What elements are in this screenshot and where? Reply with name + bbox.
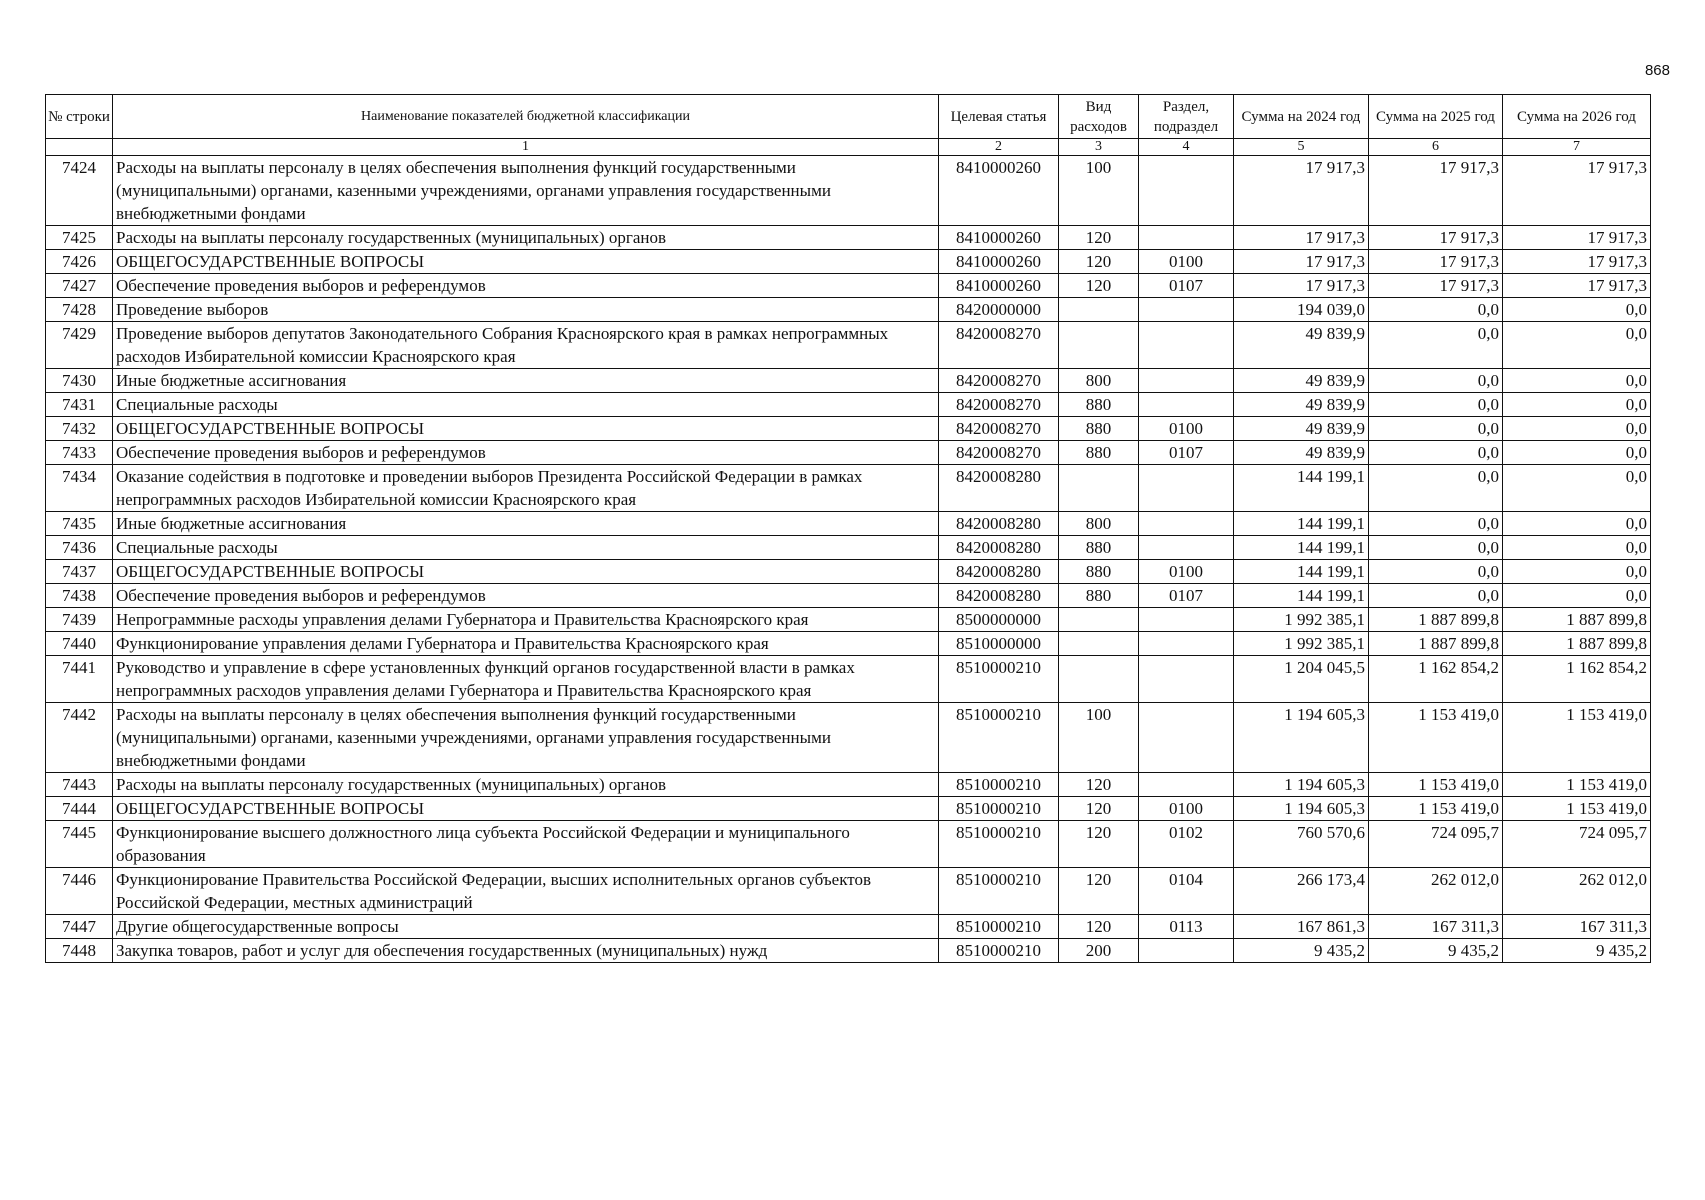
row-sum-2025: 167 311,3 (1369, 915, 1503, 939)
row-sum-2026: 1 153 419,0 (1503, 773, 1651, 797)
row-number: 7443 (46, 773, 113, 797)
row-target-code: 8410000260 (939, 226, 1059, 250)
row-section (1139, 703, 1234, 773)
row-number: 7426 (46, 250, 113, 274)
row-section: 0104 (1139, 868, 1234, 915)
row-sum-2025: 0,0 (1369, 322, 1503, 369)
row-name: Обеспечение проведения выборов и референдумов (113, 584, 939, 608)
row-expense-type (1059, 322, 1139, 369)
row-sum-2024: 49 839,9 (1234, 441, 1369, 465)
row-number: 7433 (46, 441, 113, 465)
row-expense-type: 120 (1059, 274, 1139, 298)
column-number: 3 (1059, 139, 1139, 156)
row-sum-2026: 167 311,3 (1503, 915, 1651, 939)
row-sum-2024: 266 173,4 (1234, 868, 1369, 915)
table-row (46, 156, 1651, 226)
table-row (46, 773, 1651, 797)
row-name: Расходы на выплаты персоналу государственных (муниципальных) органов (113, 773, 939, 797)
row-number: 7445 (46, 821, 113, 868)
row-section: 0100 (1139, 797, 1234, 821)
row-sum-2026: 1 153 419,0 (1503, 797, 1651, 821)
row-number: 7440 (46, 632, 113, 656)
row-sum-2026: 0,0 (1503, 512, 1651, 536)
row-target-code: 8510000210 (939, 656, 1059, 703)
row-sum-2024: 49 839,9 (1234, 322, 1369, 369)
row-target-code: 8510000210 (939, 915, 1059, 939)
header-type: Вид расходов (1059, 95, 1139, 139)
row-sum-2025: 17 917,3 (1369, 250, 1503, 274)
row-number: 7424 (46, 156, 113, 226)
row-sum-2024: 760 570,6 (1234, 821, 1369, 868)
row-expense-type: 120 (1059, 250, 1139, 274)
row-target-code: 8510000210 (939, 868, 1059, 915)
row-name: Другие общегосударственные вопросы (113, 915, 939, 939)
row-target-code: 8410000260 (939, 250, 1059, 274)
table-body (46, 156, 1651, 963)
row-expense-type (1059, 608, 1139, 632)
row-name: Расходы на выплаты персоналу в целях обеспечения выполнения функций государственными (муниципальными) органами, казенными учреждениями, органами управления государственными внебюджетными фондами (113, 156, 939, 226)
row-name: Проведение выборов (113, 298, 939, 322)
row-name: Расходы на выплаты персоналу в целях обеспечения выполнения функций государственными (муниципальными) органами, казенными учреждениями, органами управления государственными внебюджетными фондами (113, 703, 939, 773)
table-row (46, 369, 1651, 393)
row-target-code: 8420008270 (939, 322, 1059, 369)
row-section (1139, 465, 1234, 512)
table-row (46, 274, 1651, 298)
table-row (46, 821, 1651, 868)
row-target-code: 8420008270 (939, 393, 1059, 417)
row-sum-2026: 724 095,7 (1503, 821, 1651, 868)
row-target-code: 8420008280 (939, 465, 1059, 512)
row-expense-type (1059, 465, 1139, 512)
row-expense-type: 120 (1059, 226, 1139, 250)
row-expense-type: 880 (1059, 441, 1139, 465)
row-sum-2026: 17 917,3 (1503, 156, 1651, 226)
header-sum-2024: Сумма на 2024 год (1234, 95, 1369, 139)
row-sum-2026: 0,0 (1503, 298, 1651, 322)
row-section: 0107 (1139, 274, 1234, 298)
table-row (46, 536, 1651, 560)
row-number: 7430 (46, 369, 113, 393)
row-name: Закупка товаров, работ и услуг для обеспечения государственных (муниципальных) нужд (113, 939, 939, 963)
table-row (46, 298, 1651, 322)
row-sum-2025: 0,0 (1369, 298, 1503, 322)
column-number (46, 139, 113, 156)
row-expense-type: 120 (1059, 915, 1139, 939)
column-number: 4 (1139, 139, 1234, 156)
row-section (1139, 322, 1234, 369)
row-target-code: 8420008280 (939, 584, 1059, 608)
header-section: Раздел, подраздел (1139, 95, 1234, 139)
row-sum-2025: 0,0 (1369, 441, 1503, 465)
row-sum-2025: 0,0 (1369, 512, 1503, 536)
table-row (46, 465, 1651, 512)
row-number: 7427 (46, 274, 113, 298)
row-expense-type: 880 (1059, 536, 1139, 560)
row-sum-2025: 0,0 (1369, 393, 1503, 417)
row-name: ОБЩЕГОСУДАРСТВЕННЫЕ ВОПРОСЫ (113, 417, 939, 441)
row-number: 7441 (46, 656, 113, 703)
row-sum-2026: 17 917,3 (1503, 250, 1651, 274)
column-number: 2 (939, 139, 1059, 156)
row-sum-2026: 1 887 899,8 (1503, 632, 1651, 656)
row-section: 0100 (1139, 417, 1234, 441)
row-name: ОБЩЕГОСУДАРСТВЕННЫЕ ВОПРОСЫ (113, 797, 939, 821)
row-sum-2026: 0,0 (1503, 560, 1651, 584)
row-section (1139, 226, 1234, 250)
row-sum-2024: 17 917,3 (1234, 250, 1369, 274)
row-name: Непрограммные расходы управления делами Губернатора и Правительства Красноярского края (113, 608, 939, 632)
row-section (1139, 156, 1234, 226)
row-sum-2026: 0,0 (1503, 417, 1651, 441)
row-sum-2026: 1 887 899,8 (1503, 608, 1651, 632)
row-section (1139, 512, 1234, 536)
row-expense-type: 100 (1059, 703, 1139, 773)
row-number: 7446 (46, 868, 113, 915)
row-number: 7437 (46, 560, 113, 584)
row-section (1139, 608, 1234, 632)
row-section (1139, 393, 1234, 417)
table-row (46, 797, 1651, 821)
row-sum-2025: 724 095,7 (1369, 821, 1503, 868)
row-expense-type: 120 (1059, 797, 1139, 821)
row-target-code: 8420008270 (939, 369, 1059, 393)
row-expense-type (1059, 656, 1139, 703)
row-target-code: 8420008270 (939, 417, 1059, 441)
row-number: 7435 (46, 512, 113, 536)
row-sum-2025: 1 887 899,8 (1369, 632, 1503, 656)
row-expense-type (1059, 298, 1139, 322)
row-target-code: 8510000210 (939, 773, 1059, 797)
row-sum-2024: 17 917,3 (1234, 226, 1369, 250)
row-section (1139, 632, 1234, 656)
header-sum-2026: Сумма на 2026 год (1503, 95, 1651, 139)
column-number: 6 (1369, 139, 1503, 156)
row-section: 0102 (1139, 821, 1234, 868)
row-number: 7447 (46, 915, 113, 939)
row-sum-2025: 17 917,3 (1369, 274, 1503, 298)
row-target-code: 8510000210 (939, 939, 1059, 963)
row-sum-2025: 1 153 419,0 (1369, 797, 1503, 821)
row-sum-2024: 167 861,3 (1234, 915, 1369, 939)
row-sum-2025: 0,0 (1369, 536, 1503, 560)
row-sum-2024: 49 839,9 (1234, 417, 1369, 441)
table-row (46, 417, 1651, 441)
header-row-no: № строки (46, 95, 113, 139)
table-row (46, 560, 1651, 584)
row-expense-type: 120 (1059, 821, 1139, 868)
column-number: 1 (113, 139, 939, 156)
row-name: Специальные расходы (113, 536, 939, 560)
row-sum-2024: 49 839,9 (1234, 393, 1369, 417)
row-sum-2026: 262 012,0 (1503, 868, 1651, 915)
budget-table (45, 94, 1651, 963)
table-row (46, 939, 1651, 963)
row-sum-2024: 144 199,1 (1234, 536, 1369, 560)
row-target-code: 8420008280 (939, 512, 1059, 536)
table-row (46, 703, 1651, 773)
row-name: Иные бюджетные ассигнования (113, 512, 939, 536)
table-row (46, 226, 1651, 250)
row-sum-2025: 0,0 (1369, 465, 1503, 512)
row-name: Функционирование Правительства Российской Федерации, высших исполнительных органов субъектов Российской Федерации, местных администраций (113, 868, 939, 915)
row-name: Обеспечение проведения выборов и референдумов (113, 274, 939, 298)
row-expense-type: 120 (1059, 868, 1139, 915)
column-number: 5 (1234, 139, 1369, 156)
row-number: 7429 (46, 322, 113, 369)
table-row (46, 322, 1651, 369)
row-section: 0113 (1139, 915, 1234, 939)
row-sum-2025: 0,0 (1369, 369, 1503, 393)
row-target-code: 8420008280 (939, 560, 1059, 584)
row-sum-2025: 1 153 419,0 (1369, 773, 1503, 797)
table-row (46, 656, 1651, 703)
row-sum-2026: 17 917,3 (1503, 274, 1651, 298)
row-expense-type: 880 (1059, 560, 1139, 584)
row-sum-2024: 17 917,3 (1234, 274, 1369, 298)
row-expense-type: 100 (1059, 156, 1139, 226)
row-sum-2024: 9 435,2 (1234, 939, 1369, 963)
row-target-code: 8410000260 (939, 274, 1059, 298)
row-sum-2024: 1 194 605,3 (1234, 703, 1369, 773)
row-sum-2024: 144 199,1 (1234, 584, 1369, 608)
table-row (46, 393, 1651, 417)
row-sum-2026: 1 153 419,0 (1503, 703, 1651, 773)
row-name: Руководство и управление в сфере установленных функций органов государственной власти в рамках непрограммных расходов управления делами Губернатора и Правительства Красноярского края (113, 656, 939, 703)
row-target-code: 8510000000 (939, 632, 1059, 656)
row-number: 7431 (46, 393, 113, 417)
row-sum-2026: 0,0 (1503, 584, 1651, 608)
row-sum-2025: 1 153 419,0 (1369, 703, 1503, 773)
row-name: ОБЩЕГОСУДАРСТВЕННЫЕ ВОПРОСЫ (113, 560, 939, 584)
table-row (46, 250, 1651, 274)
row-sum-2025: 9 435,2 (1369, 939, 1503, 963)
row-target-code: 8420000000 (939, 298, 1059, 322)
row-sum-2026: 0,0 (1503, 393, 1651, 417)
row-number: 7436 (46, 536, 113, 560)
row-name: ОБЩЕГОСУДАРСТВЕННЫЕ ВОПРОСЫ (113, 250, 939, 274)
table-row (46, 608, 1651, 632)
row-section: 0107 (1139, 584, 1234, 608)
table-row (46, 512, 1651, 536)
row-section (1139, 536, 1234, 560)
row-sum-2024: 17 917,3 (1234, 156, 1369, 226)
row-name: Иные бюджетные ассигнования (113, 369, 939, 393)
row-expense-type: 880 (1059, 417, 1139, 441)
row-target-code: 8410000260 (939, 156, 1059, 226)
row-expense-type: 120 (1059, 773, 1139, 797)
row-target-code: 8510000210 (939, 821, 1059, 868)
row-sum-2024: 1 194 605,3 (1234, 773, 1369, 797)
header-row (46, 95, 1651, 139)
row-name: Функционирование управления делами Губернатора и Правительства Красноярского края (113, 632, 939, 656)
row-number: 7428 (46, 298, 113, 322)
row-sum-2026: 1 162 854,2 (1503, 656, 1651, 703)
row-target-code: 8510000210 (939, 703, 1059, 773)
header-code: Целевая статья (939, 95, 1059, 139)
row-sum-2025: 0,0 (1369, 417, 1503, 441)
row-number: 7438 (46, 584, 113, 608)
row-sum-2025: 262 012,0 (1369, 868, 1503, 915)
row-number: 7425 (46, 226, 113, 250)
row-sum-2024: 144 199,1 (1234, 512, 1369, 536)
row-sum-2024: 144 199,1 (1234, 560, 1369, 584)
row-sum-2025: 1 162 854,2 (1369, 656, 1503, 703)
header-sum-2025: Сумма на 2025 год (1369, 95, 1503, 139)
row-number: 7442 (46, 703, 113, 773)
row-sum-2025: 17 917,3 (1369, 226, 1503, 250)
row-expense-type: 200 (1059, 939, 1139, 963)
row-sum-2025: 0,0 (1369, 584, 1503, 608)
row-name: Специальные расходы (113, 393, 939, 417)
row-section: 0100 (1139, 250, 1234, 274)
row-sum-2024: 1 992 385,1 (1234, 608, 1369, 632)
row-number: 7448 (46, 939, 113, 963)
row-name: Проведение выборов депутатов Законодательного Собрания Красноярского края в рамках непрограммных расходов Избирательной комиссии Красноярского края (113, 322, 939, 369)
row-expense-type: 880 (1059, 584, 1139, 608)
row-sum-2026: 9 435,2 (1503, 939, 1651, 963)
row-sum-2024: 49 839,9 (1234, 369, 1369, 393)
row-name: Расходы на выплаты персоналу государственных (муниципальных) органов (113, 226, 939, 250)
table-row (46, 868, 1651, 915)
row-name: Оказание содействия в подготовке и проведении выборов Президента Российской Федерации в рамках непрограммных расходов Избирательной комиссии Красноярского края (113, 465, 939, 512)
row-sum-2025: 0,0 (1369, 560, 1503, 584)
row-sum-2024: 144 199,1 (1234, 465, 1369, 512)
row-section: 0107 (1139, 441, 1234, 465)
row-target-code: 8420008270 (939, 441, 1059, 465)
row-number: 7439 (46, 608, 113, 632)
row-expense-type: 800 (1059, 369, 1139, 393)
row-sum-2024: 194 039,0 (1234, 298, 1369, 322)
row-number: 7444 (46, 797, 113, 821)
row-sum-2024: 1 194 605,3 (1234, 797, 1369, 821)
row-target-code: 8500000000 (939, 608, 1059, 632)
row-section (1139, 369, 1234, 393)
row-sum-2024: 1 992 385,1 (1234, 632, 1369, 656)
row-section: 0100 (1139, 560, 1234, 584)
row-target-code: 8420008280 (939, 536, 1059, 560)
row-sum-2026: 17 917,3 (1503, 226, 1651, 250)
row-section (1139, 298, 1234, 322)
row-expense-type: 800 (1059, 512, 1139, 536)
table-row (46, 632, 1651, 656)
column-number-row (46, 139, 1651, 156)
row-section (1139, 773, 1234, 797)
row-name: Функционирование высшего должностного лица субъекта Российской Федерации и муниципального образования (113, 821, 939, 868)
row-sum-2026: 0,0 (1503, 441, 1651, 465)
page-number: 868 (1644, 62, 1670, 79)
row-expense-type (1059, 632, 1139, 656)
row-sum-2026: 0,0 (1503, 465, 1651, 512)
table-row (46, 441, 1651, 465)
row-section (1139, 939, 1234, 963)
row-sum-2026: 0,0 (1503, 536, 1651, 560)
row-sum-2026: 0,0 (1503, 369, 1651, 393)
row-number: 7432 (46, 417, 113, 441)
row-sum-2026: 0,0 (1503, 322, 1651, 369)
column-number: 7 (1503, 139, 1651, 156)
row-target-code: 8510000210 (939, 797, 1059, 821)
header-name: Наименование показателей бюджетной классификации (113, 95, 939, 139)
row-sum-2025: 17 917,3 (1369, 156, 1503, 226)
row-expense-type: 880 (1059, 393, 1139, 417)
row-sum-2025: 1 887 899,8 (1369, 608, 1503, 632)
table-row (46, 584, 1651, 608)
row-name: Обеспечение проведения выборов и референдумов (113, 441, 939, 465)
row-section (1139, 656, 1234, 703)
table-row (46, 915, 1651, 939)
row-number: 7434 (46, 465, 113, 512)
row-sum-2024: 1 204 045,5 (1234, 656, 1369, 703)
